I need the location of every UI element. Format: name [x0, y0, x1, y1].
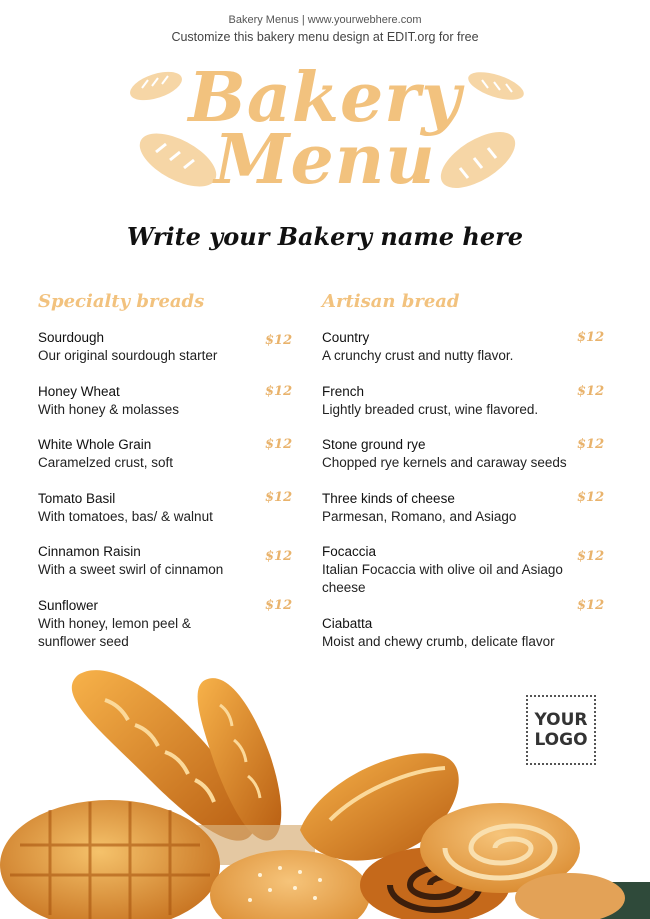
- item-name: French: [322, 384, 365, 399]
- title-block: [0, 58, 650, 208]
- item-name: Sourdough: [38, 330, 105, 345]
- item-desc: Parmesan, Romano, and Asiago: [322, 509, 517, 524]
- menu-item: [38, 490, 213, 526]
- menu-item: [38, 436, 173, 472]
- item-name: White Whole Grain: [38, 437, 152, 452]
- item-desc: sunflower seed: [38, 634, 129, 649]
- item-name: Honey Wheat: [38, 384, 120, 399]
- item-desc: With honey, lemon peel &: [38, 616, 191, 631]
- item-price: $12: [265, 598, 293, 613]
- item-name: Three kinds of cheese: [322, 491, 455, 506]
- section-heading-artisan: Artisan bread: [322, 291, 460, 312]
- bread-illustration: [0, 660, 650, 919]
- title-bakery: Bakery: [188, 58, 462, 138]
- item-price: $12: [577, 490, 605, 505]
- item-name: Ciabatta: [322, 616, 373, 631]
- title-menu: Menu: [214, 120, 436, 200]
- item-price: $12: [577, 549, 605, 564]
- item-name: Tomato Basil: [38, 491, 116, 506]
- item-name: Sunflower: [38, 598, 99, 613]
- item-desc: Moist and chewy crumb, delicate flavor: [322, 634, 555, 649]
- item-price: $12: [577, 437, 605, 452]
- section-heading-specialty: Specialty breads: [38, 291, 205, 312]
- menu-item: [322, 543, 563, 597]
- item-price: $12: [577, 384, 605, 399]
- tagline: Customize this bakery menu design at EDIT.org for free: [171, 30, 479, 44]
- menu-item: [322, 490, 516, 526]
- item-price: $12: [265, 437, 293, 452]
- item-name: Focaccia: [322, 544, 377, 559]
- item-desc: Our original sourdough starter: [38, 348, 218, 363]
- item-name: Cinnamon Raisin: [38, 544, 141, 559]
- item-desc: With a sweet swirl of cinnamon: [38, 562, 224, 577]
- logo-text: YOUR: [534, 710, 588, 730]
- item-desc: Lightly breaded crust, wine flavored.: [322, 402, 539, 417]
- item-price: $12: [577, 598, 605, 613]
- menu-item: [38, 329, 217, 365]
- item-desc: With tomatoes, bas/ & walnut: [38, 509, 213, 524]
- item-desc: Italian Focaccia with olive oil and Asiago: [322, 562, 563, 577]
- item-price: $12: [577, 330, 605, 345]
- item-price: $12: [265, 549, 293, 564]
- item-price: $12: [265, 384, 293, 399]
- menu-item: [322, 436, 567, 472]
- item-desc: Chopped rye kernels and caraway seeds: [322, 455, 567, 470]
- item-price: $12: [265, 333, 293, 348]
- menu-item: [38, 383, 179, 419]
- item-name: Stone ground rye: [322, 437, 426, 452]
- item-price: $12: [265, 490, 293, 505]
- bread-loaf-icon: [0, 800, 220, 919]
- menu-item: [38, 597, 191, 651]
- item-desc: cheese: [322, 580, 366, 595]
- item-name: Country: [322, 330, 370, 345]
- menu-item: [322, 615, 555, 651]
- item-desc: A crunchy crust and nutty flavor.: [322, 348, 514, 363]
- logo-text: LOGO: [534, 730, 588, 750]
- source-line: Bakery Menus | www.yourwebhere.com: [228, 14, 422, 26]
- menu-item: [38, 543, 223, 579]
- item-desc: With honey & molasses: [38, 402, 180, 417]
- menu-item: [322, 383, 538, 419]
- menu-item: [322, 329, 513, 365]
- item-desc: Caramelzed crust, soft: [38, 455, 174, 470]
- bakery-name-placeholder: Write your Bakery name here: [126, 222, 524, 251]
